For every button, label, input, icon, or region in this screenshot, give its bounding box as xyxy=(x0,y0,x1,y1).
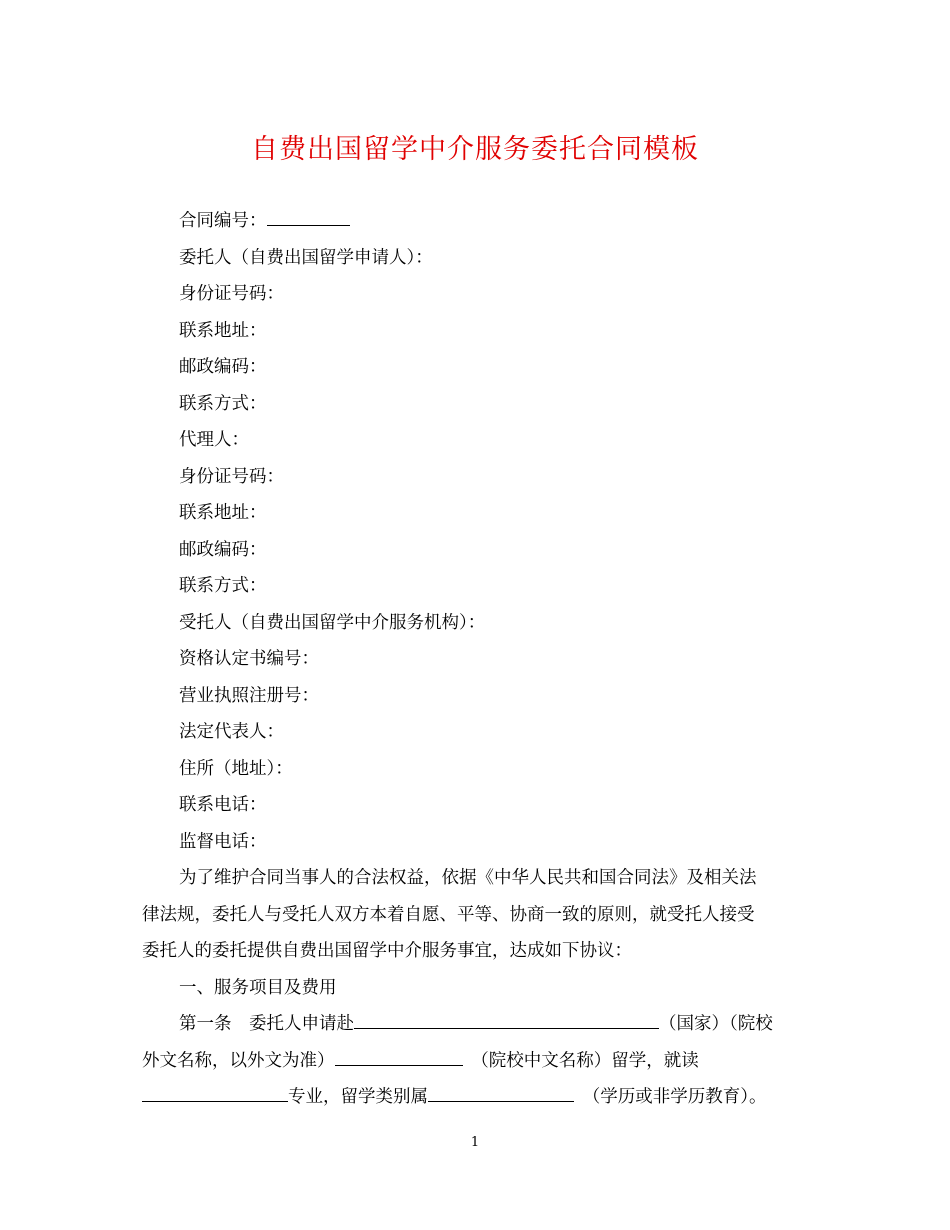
field-label-line: 委托人（自费出国留学申请人）： xyxy=(179,247,433,268)
article-1-line2-suffix: （院校中文名称）留学，就读 xyxy=(462,1050,699,1071)
country-blank xyxy=(354,1010,659,1029)
field-label-line: 营业执照注册号： xyxy=(179,685,319,706)
study-type-blank xyxy=(428,1083,574,1102)
contract-number-line xyxy=(142,203,808,240)
field-label-line: 资格认定书编号： xyxy=(179,649,319,669)
field-label-line: 法定代表人： xyxy=(179,722,284,742)
intro-line-2: 律法规，委托人与受托人双方本着自愿、平等、协商一致的原则，就受托人接受 xyxy=(142,904,755,925)
section-heading: 一、服务项目及费用 xyxy=(179,977,337,998)
school-cn-blank xyxy=(335,1047,463,1066)
field-label-line: 身份证号码： xyxy=(179,466,284,487)
article-1-country-suffix: （国家）（院校 xyxy=(659,1014,773,1034)
field-label-line: 邮政编码： xyxy=(179,357,267,377)
article-1-line2-prefix: 外文名称，以外文为准） xyxy=(142,1050,335,1071)
intro-line-1: 为了维护合同当事人的合法权益，依据《中华人民共和国合同法》及相关法 xyxy=(179,868,757,888)
field-label-line: 邮政编码： xyxy=(179,539,267,560)
field-label-line: 受托人（自费出国留学中介服务机构）： xyxy=(179,612,486,633)
article-1-line-3 xyxy=(142,1079,808,1116)
field-label-line: 监督电话： xyxy=(179,831,267,852)
field-label-line: 身份证号码： xyxy=(179,284,284,304)
field-label-line: 住所（地址）： xyxy=(179,758,293,779)
article-1-line-2 xyxy=(142,1043,808,1080)
page-number: 1 xyxy=(470,1135,480,1150)
field-label-line: 联系方式： xyxy=(179,576,267,596)
article-1-line-1 xyxy=(142,1006,808,1043)
article-1-line3-mid: 专业，留学类别属 xyxy=(288,1087,428,1107)
article-1-prefix: 第一条 委托人申请赴 xyxy=(179,1014,354,1034)
field-label-line: 联系地址： xyxy=(179,320,267,341)
contract-number-blank xyxy=(267,207,350,226)
article-1-line3-suffix: （学历或非学历教育）。 xyxy=(574,1087,767,1107)
document-title: 自费出国留学中介服务委托合同模板 xyxy=(251,134,699,165)
party-fields xyxy=(142,240,808,861)
contract-number-label: 合同编号： xyxy=(179,211,267,231)
intro-line-3: 委托人的委托提供自费出国留学中介服务事宜，达成如下协议： xyxy=(142,941,632,961)
document-body xyxy=(142,203,808,1116)
major-blank xyxy=(142,1083,288,1102)
field-label-line: 代理人： xyxy=(179,430,249,450)
field-label-line: 联系地址： xyxy=(179,503,267,523)
field-label-line: 联系电话： xyxy=(179,795,267,815)
field-label-line: 联系方式： xyxy=(179,393,267,414)
